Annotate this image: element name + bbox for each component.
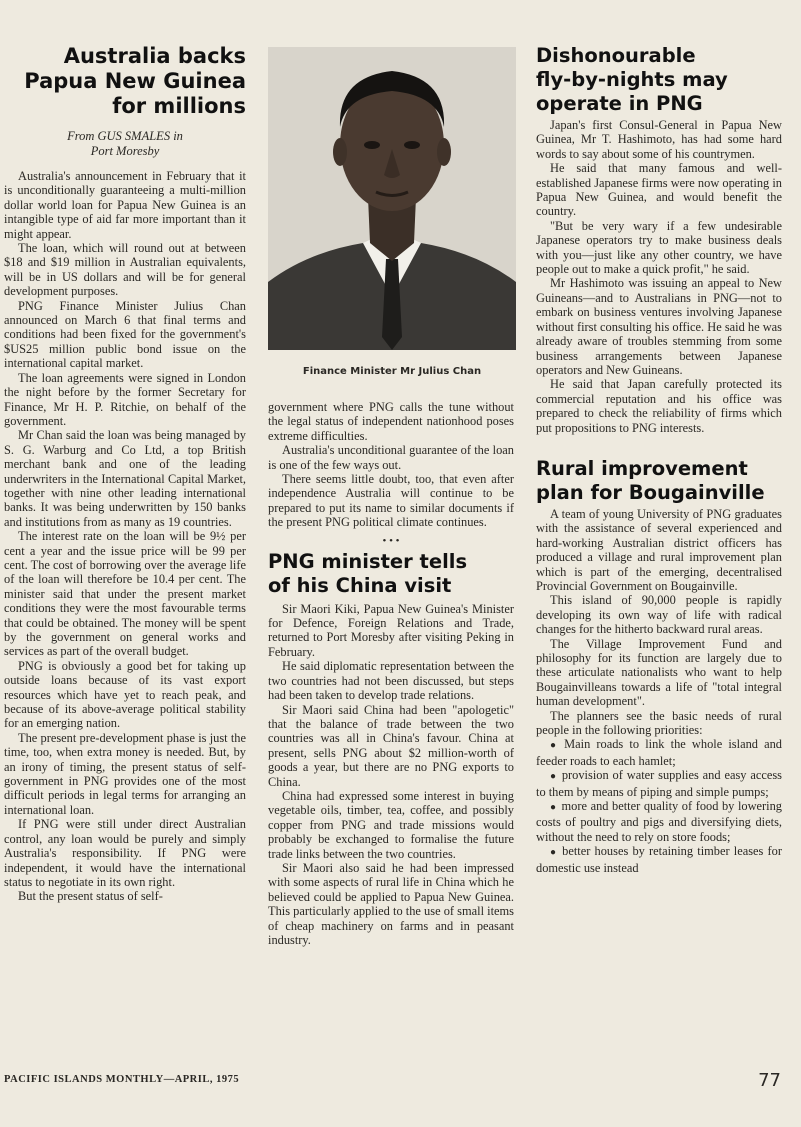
paragraph: "But be very wary if a few undesirable Japanese operators try to make business deals with you—just like any other country, we have people out to make a quick profit," he said. [536, 218, 782, 277]
middle-column [268, 400, 514, 947]
paragraph: This island of 90,000 people is rapidly developing its own way of life with radical changes for the hitherto backward rural areas. [536, 593, 782, 637]
paragraph: He said that Japan carefully protected its commercial reputation and his office was prepared to check the reliability of firms which put propositions to PNG interests. [536, 377, 782, 435]
bullet-item: ● better houses by retaining timber leases for domestic use instead [536, 844, 782, 875]
page-number: 77 [758, 1070, 781, 1091]
paragraph: But the present status of self- [18, 889, 163, 904]
section-separator: • • • [382, 534, 400, 547]
headline-png-minister-china: PNG minister tells of his China visit [268, 549, 468, 597]
paragraph: There seems little doubt, too, that even after independence Australia will continue to be prepared to put its name to similar documents if the present PNG political climate continues. [268, 472, 514, 530]
paragraph: PNG Finance Minister Julius Chan announced on March 6 that final terms and conditions had been fixed for the government's $US25 million public bond issue on the international capital market. [4, 298, 246, 371]
photo-caption: Finance Minister Mr Julius Chan [302, 366, 482, 377]
headline-dishonourable-fly-by-nights: Dishonourable fly-by-nights may operate in PNG [536, 44, 728, 115]
left-column [4, 44, 246, 904]
footer-publication: PACIFIC ISLANDS MONTHLY—APRIL, 1975 [4, 1074, 240, 1085]
portrait-illustration [268, 47, 516, 350]
paragraph: He said that many famous and well-established Japanese firms were now operating in Papua New Guinea, and would benefit the country. [536, 161, 782, 219]
paragraph: The loan agreements were signed in London the night before by the former Secretary for Finance, Mr H. P. Ritchie, on behalf of the government. [4, 370, 246, 428]
paragraph: A team of young University of PNG graduates with the assistance of several experienced and hard-working Australian district officers has produced a village and rural improvement plan which is part of the emerging, decentralised Provincial Government on Bougainville. [536, 506, 782, 593]
paragraph: Sir Maori said China had been "apologetic" that the balance of trade between the two countries was all in China's favour. China at present, sells PNG about $2 million-worth of goods a year, but there are no PNG exports to China. [268, 702, 514, 789]
right-column [536, 44, 782, 875]
paragraph: The loan, which will round out at between $18 and $19 million in Australian equivalents, will be in US dollars and will be for general development purposes. [4, 241, 246, 299]
paragraph: Japan's first Consul-General in Papua New Guinea, Mr T. Hashimoto, has had some hard words to say about some of his countrymen. [536, 118, 782, 161]
bullet-item: ● provision of water supplies and easy access to them by means of piping and simple pumps; [536, 768, 782, 799]
paragraph: Australia's unconditional guarantee of the loan is one of the few ways out. [268, 443, 514, 472]
paragraph: China had expressed some interest in buying vegetable oils, timber, tea, coffee, and possibly copper from PNG and trade missions would probably be exchanged to formalise the future trade links between the two countries. [268, 788, 514, 861]
paragraph: The Village Improvement Fund and philosophy for its function are largely due to these articulate nationalists who want to help Bougainvilleans towards a life of "total integral human development". [536, 636, 782, 709]
byline: From GUS SMALES in Port Moresby [67, 129, 183, 158]
headline-australia-backs-png: Australia backs Papua New Guinea for millions [24, 44, 246, 118]
paragraph: The interest rate on the loan will be 9½ per cent a year and the issue price will be 99 per cent. The cost of borrowing over the average life of the loan will therefore be 10.4 per cent. The minister said that under the present market conditions they were the most favourable terms that could be obtained. The money will be spent by the government on general works and services as part of the overall budget. [4, 529, 246, 659]
paragraph: Sir Maori also said he had been impressed with some aspects of rural life in China which he believed could be applied to Papua New Guinea. This particularly applied to the use of small items of cheap machinery on farms and in peasant industry. [268, 860, 514, 947]
paragraph: PNG is obviously a good bet for taking up outside loans because of its vast export resources which have yet to reach peak, and because of its above-average political stability for an emerging nation. [4, 658, 246, 731]
headline-rural-improvement: Rural improvement plan for Bougainville [536, 456, 765, 504]
paragraph: Australia's announcement in February that it is unconditionally guaranteeing a multi-million dollar world loan for Papua New Guinea is an intangible type of aid far more important than it might appear. [4, 169, 246, 241]
paragraph: If PNG were still under direct Australian control, any loan would be purely and simply Australia's responsibility. If PNG were independent, it would have the international status to negotiate in its own right. [4, 817, 246, 889]
paragraph: The planners see the basic needs of rural people in the following priorities: [536, 708, 782, 738]
portrait-photo [268, 47, 516, 350]
paragraph: Mr Chan said the loan was being managed by S. G. Warburg and Co Ltd, a top British merchant bank and one of the leading underwriters in the International Capital Market, together with nine other leading international banks. It was being underwritten by 150 banks and institutions from as many as 19 countries. [4, 428, 246, 529]
paragraph: Mr Hashimoto was issuing an appeal to New Guineans—and to Australians in PNG—not to embark on business ventures involving Japanese without first consulting his office. He said he was already aware of troubles stemming from some business arrangements between Japanese operators and New Guineans. [536, 276, 782, 377]
bullet-item: ● more and better quality of food by lowering costs of poultry and pigs and diversifying diets, without the need to rely on store foods; [536, 799, 782, 844]
bullet-item: ● Main roads to link the whole island and feeder roads to each hamlet; [536, 737, 782, 768]
paragraph: He said diplomatic representation between the two countries had not been discussed, but steps had been taken to develop trade relations. [268, 659, 514, 703]
paragraph: Sir Maori Kiki, Papua New Guinea's Minister for Defence, Foreign Relations and Trade, returned to Port Moresby after visiting Peking in February. [268, 601, 514, 659]
paragraph: government where PNG calls the tune without the legal status of independent nationhood poses extreme difficulties. [268, 400, 514, 443]
paragraph: The present pre-development phase is just the time, too, when extra money is needed. But, by an irony of timing, the present status of self-government in PNG provides one of the most difficult periods in legal terms for arranging an international loan. [4, 730, 246, 817]
